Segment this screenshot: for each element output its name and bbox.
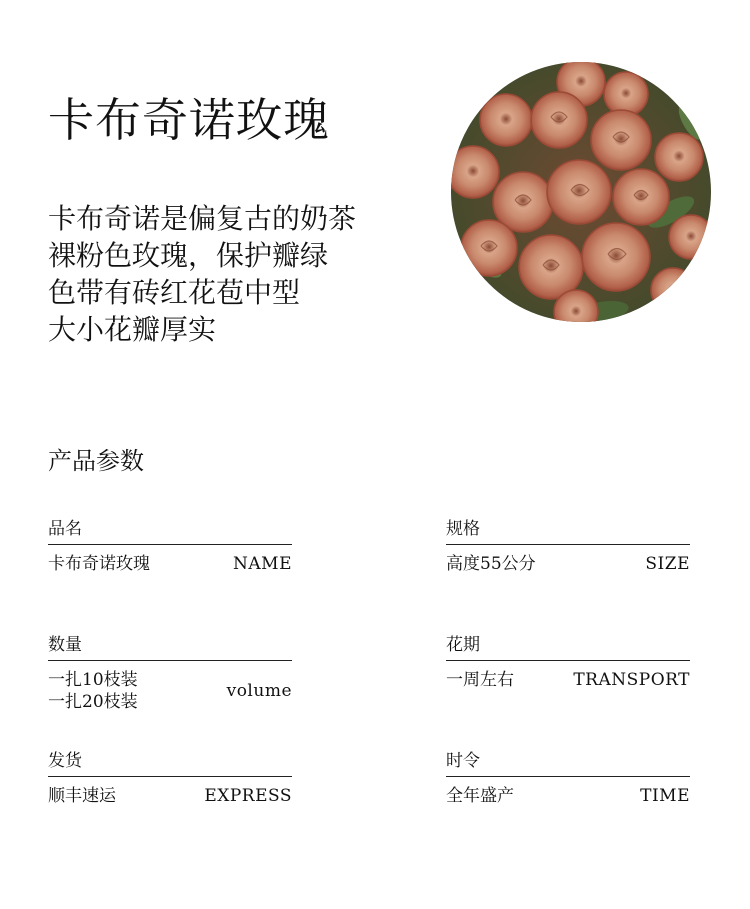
- product-description: [48, 200, 428, 348]
- spec-value: 全年盛产: [446, 786, 514, 806]
- spec-english-label: NAME: [233, 554, 292, 574]
- spec-english-label: TRANSPORT: [573, 670, 690, 690]
- spec-label: 规格: [446, 518, 690, 545]
- params-section-title: 产品参数: [48, 447, 144, 475]
- spec-english-label: volume: [226, 681, 292, 701]
- spec-label: 花期: [446, 634, 690, 661]
- spec-size: [446, 518, 690, 575]
- spec-express: [48, 750, 292, 807]
- spec-english-label: SIZE: [645, 554, 690, 574]
- rose-bouquet-photo: [451, 62, 711, 322]
- spec-label: 数量: [48, 634, 292, 661]
- description-line: 裸粉色玫瑰，保护瓣绿: [48, 239, 329, 272]
- description-line: 色带有砖红花苞中型: [48, 276, 301, 309]
- spec-time: [446, 750, 690, 807]
- spec-value: 一扎10枝装: [48, 670, 138, 690]
- spec-english-label: EXPRESS: [204, 786, 292, 806]
- spec-name: [48, 518, 292, 575]
- description-line: 卡布奇诺是偏复古的奶茶: [48, 202, 357, 235]
- spec-english-label: TIME: [640, 786, 690, 806]
- description-line: 大小花瓣厚实: [48, 313, 217, 346]
- spec-transport: [446, 634, 690, 691]
- spec-label: 品名: [48, 518, 292, 545]
- spec-value: 一周左右: [446, 670, 514, 690]
- spec-value: 卡布奇诺玫瑰: [48, 554, 150, 574]
- product-title: 卡布奇诺玫瑰: [48, 93, 330, 147]
- spec-label: 发货: [48, 750, 292, 777]
- spec-value: 高度55公分: [446, 554, 536, 574]
- spec-volume: [48, 634, 292, 713]
- spec-label: 时令: [446, 750, 690, 777]
- spec-value: 顺丰速运: [48, 786, 116, 806]
- spec-value: 一扎20枝装: [48, 692, 138, 712]
